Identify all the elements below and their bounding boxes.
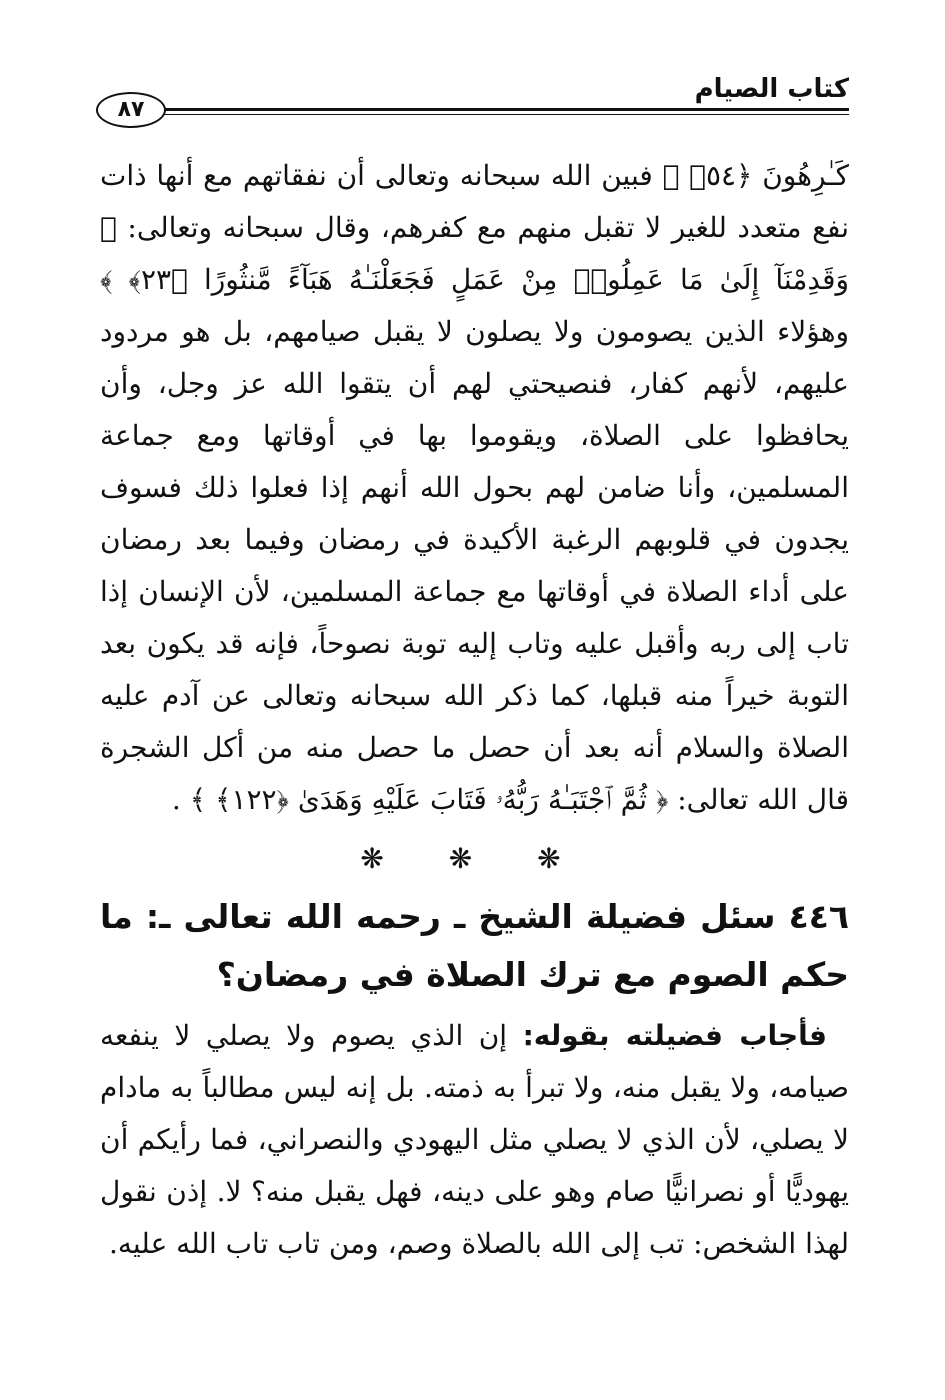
page-content [100, 150, 849, 1270]
answer-lead: فأجاب فضيلته بقوله: [522, 1019, 827, 1052]
answer-paragraph [100, 1010, 849, 1270]
section-separator: ❋ ❋ ❋ [360, 842, 589, 875]
paragraph-continuation: كَـٰرِهُونَ ﴿٥٤﴾ ﴾ فبين الله سبحانه وتعالى أن نفقاتهم مع أنها ذات نفع متعدد للغير لا تقبل منهم مع كفرهم، وقال سبحانه وتعالى: ﴿ وَقَدِمْنَآ إِلَىٰ مَا عَمِلُوا۟ مِنْ عَمَلٍ فَجَعَلْنَـٰهُ هَبَآءً مَّنثُورًا ﴿٢٣﴾ ﴾ وهؤلاء الذين يصومون ولا يصلون لا يقبل صيامهم، بل هو مردود عليهم، لأنهم كفار، فنصيحتي لهم أن يتقوا الله عز وجل، وأن يحافظوا على الصلاة، ويقوموا بها في أوقاتها ومع جماعة المسلمين، وأنا ضامن لهم بحول الله أنهم إذا فعلوا ذلك فسوف يجدون في قلوبهم الرغبة الأكيدة في رمضان وفيما بعد رمضان على أداء الصلاة في أوقاتها مع جماعة المسلمين، لأن الإنسان إذا تاب إلى ربه وأقبل عليه وتاب إليه توبة نصوحاً، فإنه قد يكون بعد التوبة خيراً منه قبلها، كما ذكر الله سبحانه وتعالى عن آدم عليه الصلاة والسلام أنه بعد أن حصل ما حصل منه من أكل الشجرة قال الله تعالى: ﴿ ثُمَّ ٱجْتَبَـٰهُ رَبُّهُۥ فَتَابَ عَلَيْهِ وَهَدَىٰ ﴿١٢٢﴾ ﴾ . [100, 159, 849, 816]
answer-text: إن الذي يصوم ولا يصلي لا ينفعه صيامه، ولا يقبل منه، ولا تبرأ به ذمته. بل إنه ليس مطالباً به مادام لا يصلي، لأن الذي لا يصلي مثل اليهودي والنصراني، فما رأيكم أن يهوديًّا أو نصرانيًّا صام وهو على دينه، فهل يقبل منه؟ لا. إذن نقول لهذا الشخص: تب إلى الله بالصلاة وصم، ومن تاب تاب الله عليه. [100, 1019, 849, 1260]
page-number: ٨٧ [96, 92, 166, 128]
question-heading: ٤٤٦ سئل فضيلة الشيخ ـ رحمه الله تعالى ـ: ما حكم الصوم مع ترك الصلاة في رمضان؟ [100, 897, 849, 994]
book-title: كتاب الصيام [694, 74, 849, 104]
page-header [96, 70, 849, 130]
header-rule [156, 108, 849, 115]
